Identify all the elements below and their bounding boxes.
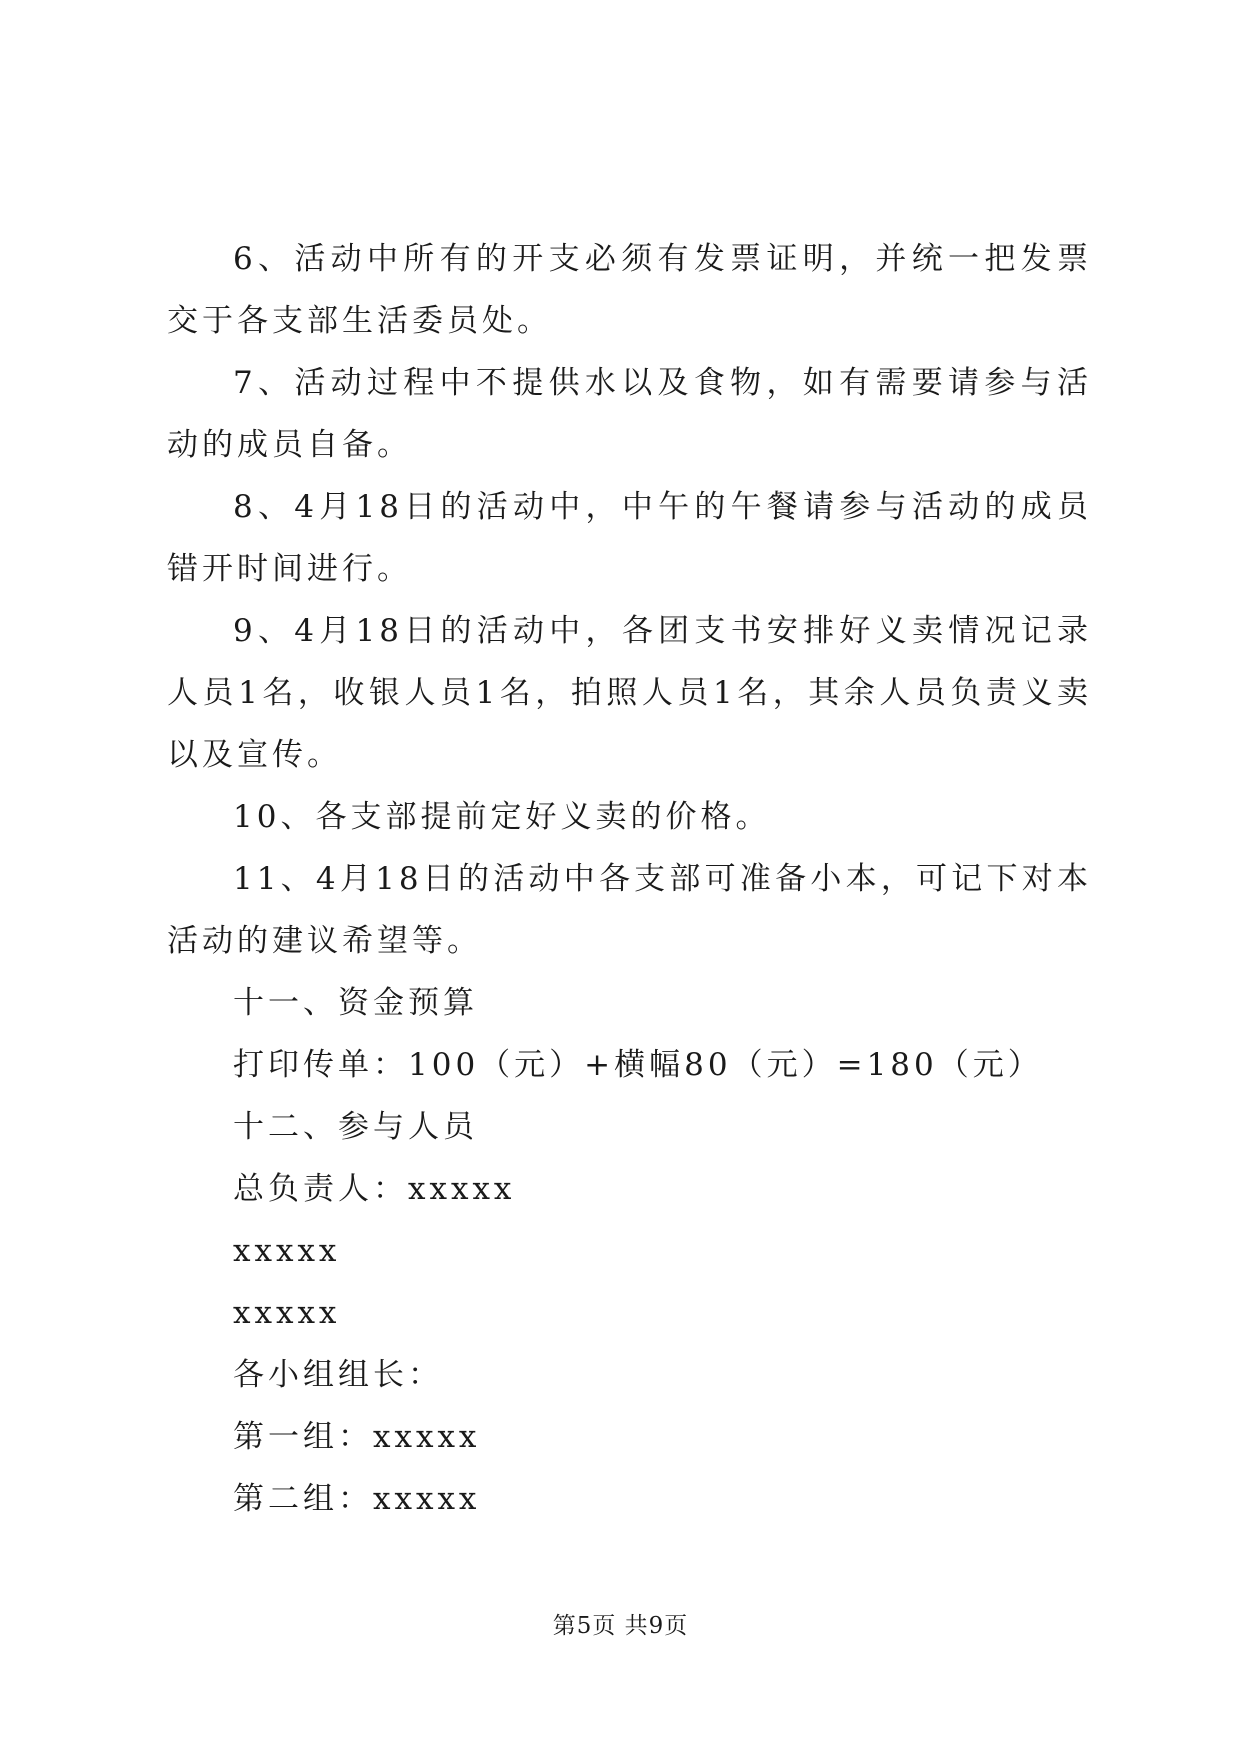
section-heading-participants: 十二、参与人员 [233,1109,478,1145]
person-line: xxxxx [233,1233,341,1269]
budget-line: 打印传单：100（元）+横幅80（元）=180（元） [233,1047,1043,1083]
person-line: xxxxx [233,1295,341,1331]
lead-person-line: 总负责人：xxxxx [233,1171,516,1207]
paragraph-item-7: 7、活动过程中不提供水以及食物，如有需要请参与活动的成员自备。 [167,365,1092,463]
paragraph-item-11: 11、4月18日的活动中各支部可准备小本，可记下对本活动的建议希望等。 [167,861,1092,959]
paragraph-item-10: 10、各支部提前定好义卖的价格。 [233,799,771,835]
group-leaders-heading: 各小组组长： [233,1357,443,1393]
page-number-footer: 第5页 共9页 [552,1613,689,1639]
paragraph-item-9: 9、4月18日的活动中，各团支书安排好义卖情况记录人员1名，收银人员1名，拍照人员1名，其余人员负责义卖以及宣传。 [167,613,1092,773]
paragraph-item-8: 8、4月18日的活动中，中午的午餐请参与活动的成员错开时间进行。 [167,489,1092,587]
group-two-leader: 第二组：xxxxx [233,1481,481,1517]
paragraph-item-6: 6、活动中所有的开支必须有发票证明，并统一把发票交于各支部生活委员处。 [167,241,1092,339]
document-body [167,228,1092,1530]
section-heading-budget: 十一、资金预算 [233,985,478,1021]
group-one-leader: 第一组：xxxxx [233,1419,481,1455]
